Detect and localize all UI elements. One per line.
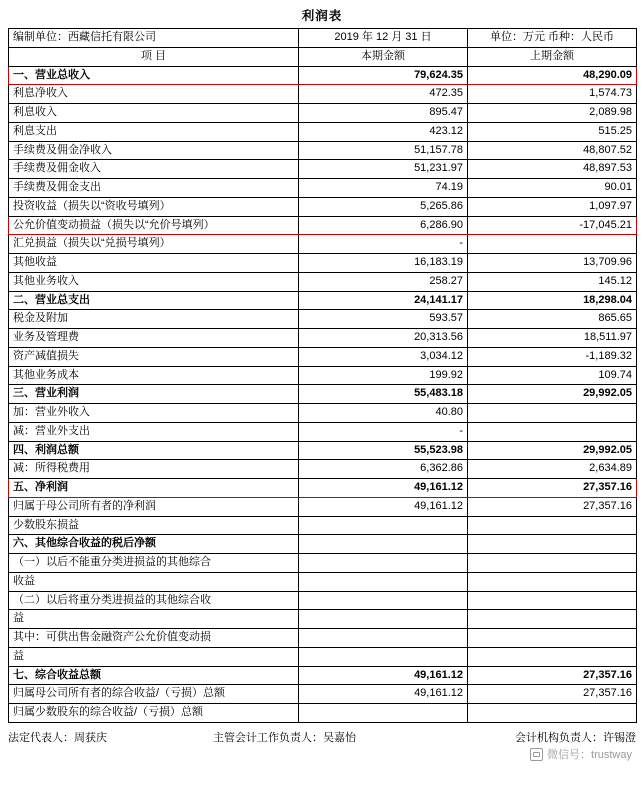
row-previous-amount: 2,089.98 (468, 104, 637, 123)
row-previous-amount: 29,992.05 (468, 441, 637, 460)
row-item-label: 投资收益（损失以“资收号填列） (9, 197, 299, 216)
table-row (9, 329, 637, 348)
company-label: 编制单位：西藏信托有限公司 (9, 29, 299, 48)
row-current-amount: 49,161.12 (299, 685, 468, 704)
row-previous-amount: 27,357.16 (468, 685, 637, 704)
table-row (9, 216, 637, 235)
row-current-amount (299, 704, 468, 723)
row-current-amount: 40.80 (299, 404, 468, 423)
row-item-label: 四、利润总额 (9, 441, 299, 460)
row-current-amount: - (299, 235, 468, 254)
row-previous-amount: 27,357.16 (468, 479, 637, 498)
table-row (9, 272, 637, 291)
row-current-amount: 55,483.18 (299, 385, 468, 404)
row-item-label: 归属母公司所有者的综合收益/（亏损）总额 (9, 685, 299, 704)
row-current-amount: 49,161.12 (299, 479, 468, 498)
row-current-amount: 472.35 (299, 85, 468, 104)
row-current-amount: 5,265.86 (299, 197, 468, 216)
table-row (9, 122, 637, 141)
accounting-head: 主管会计工作负责人：吴嘉怡 (213, 731, 356, 744)
table-row (9, 629, 637, 648)
page-title: 利润表 (301, 9, 343, 23)
row-previous-amount (468, 404, 637, 423)
row-previous-amount (468, 235, 637, 254)
row-previous-amount: 1,097.97 (468, 197, 637, 216)
table-row (9, 197, 637, 216)
income-statement-table (8, 28, 637, 723)
row-item-label: 其他收益 (9, 254, 299, 273)
row-previous-amount: 48,290.09 (468, 66, 637, 85)
row-item-label: 税金及附加 (9, 310, 299, 329)
column-header-previous: 上期金额 (468, 47, 637, 66)
row-previous-amount: 13,709.96 (468, 254, 637, 273)
row-item-label: 加：营业外收入 (9, 404, 299, 423)
row-item-label: 其他业务成本 (9, 366, 299, 385)
table-row (9, 310, 637, 329)
row-item-label: 手续费及佣金净收入 (9, 141, 299, 160)
row-previous-amount (468, 516, 637, 535)
row-item-label: 减：营业外支出 (9, 422, 299, 441)
row-current-amount (299, 535, 468, 554)
table-row (9, 554, 637, 573)
table-row (9, 516, 637, 535)
row-previous-amount (468, 535, 637, 554)
row-current-amount: - (299, 422, 468, 441)
row-item-label: 益 (9, 647, 299, 666)
table-row (9, 704, 637, 723)
table-row (9, 479, 637, 498)
table-row (9, 385, 637, 404)
row-item-label: 其他业务收入 (9, 272, 299, 291)
row-item-label: 归属于母公司所有者的净利润 (9, 497, 299, 516)
row-previous-amount: 27,357.16 (468, 666, 637, 685)
table-row (9, 347, 637, 366)
row-previous-amount (468, 704, 637, 723)
row-item-label: 汇兑损益（损失以“兑损号填列） (9, 235, 299, 254)
table-row (9, 460, 637, 479)
row-item-label: 六、其他综合收益的税后净额 (9, 535, 299, 554)
row-previous-amount: 18,511.97 (468, 329, 637, 348)
row-previous-amount: 18,298.04 (468, 291, 637, 310)
row-current-amount (299, 516, 468, 535)
row-current-amount (299, 629, 468, 648)
row-current-amount: 6,362.86 (299, 460, 468, 479)
row-current-amount: 49,161.12 (299, 666, 468, 685)
row-previous-amount: 515.25 (468, 122, 637, 141)
row-item-label: 五、净利润 (9, 479, 299, 498)
row-current-amount (299, 572, 468, 591)
watermark (530, 746, 632, 762)
row-previous-amount: -17,045.21 (468, 216, 637, 235)
row-current-amount: 79,624.35 (299, 66, 468, 85)
row-previous-amount (468, 591, 637, 610)
row-current-amount: 20,313.56 (299, 329, 468, 348)
row-previous-amount: 27,357.16 (468, 497, 637, 516)
table-header-row (9, 47, 637, 66)
row-item-label: 七、综合收益总额 (9, 666, 299, 685)
table-row (9, 104, 637, 123)
unit-label: 单位：万元 币种：人民币 (468, 29, 637, 48)
row-previous-amount: 48,897.53 (468, 160, 637, 179)
period-label: 2019 年 12 月 31 日 (299, 29, 468, 48)
row-previous-amount (468, 572, 637, 591)
row-previous-amount: 145.12 (468, 272, 637, 291)
row-item-label: 减：所得税费用 (9, 460, 299, 479)
accounting-org-head: 会计机构负责人：许锡澄 (515, 731, 636, 744)
row-item-label: 手续费及佣金收入 (9, 160, 299, 179)
row-previous-amount: 865.65 (468, 310, 637, 329)
row-current-amount (299, 610, 468, 629)
signature-footer (8, 729, 636, 745)
row-item-label: 业务及管理费 (9, 329, 299, 348)
table-row (9, 179, 637, 198)
table-row (9, 497, 637, 516)
table-row (9, 647, 637, 666)
row-current-amount: 74.19 (299, 179, 468, 198)
table-row (9, 160, 637, 179)
row-previous-amount (468, 647, 637, 666)
row-item-label: （一）以后不能重分类进损益的其他综合 (9, 554, 299, 573)
row-item-label: 二、营业总支出 (9, 291, 299, 310)
table-row (9, 535, 637, 554)
table-row (9, 366, 637, 385)
column-header-current: 本期金额 (299, 47, 468, 66)
column-header-item: 项 目 (9, 47, 299, 66)
row-current-amount (299, 591, 468, 610)
row-item-label: 手续费及佣金支出 (9, 179, 299, 198)
row-item-label: 利息收入 (9, 104, 299, 123)
row-previous-amount: 29,992.05 (468, 385, 637, 404)
row-previous-amount: -1,189.32 (468, 347, 637, 366)
table-row (9, 610, 637, 629)
wechat-icon (530, 748, 543, 761)
row-current-amount: 199.92 (299, 366, 468, 385)
row-previous-amount: 90.01 (468, 179, 637, 198)
row-current-amount (299, 647, 468, 666)
table-row (9, 85, 637, 104)
row-current-amount: 895.47 (299, 104, 468, 123)
table-row (9, 235, 637, 254)
legal-representative: 法定代表人：周获庆 (8, 731, 107, 744)
row-current-amount: 423.12 (299, 122, 468, 141)
table-row (9, 572, 637, 591)
row-current-amount: 16,183.19 (299, 254, 468, 273)
row-current-amount: 51,231.97 (299, 160, 468, 179)
row-current-amount: 3,034.12 (299, 347, 468, 366)
table-row (9, 685, 637, 704)
table-row (9, 141, 637, 160)
row-item-label: 收益 (9, 572, 299, 591)
row-current-amount: 24,141.17 (299, 291, 468, 310)
table-body (9, 29, 637, 723)
row-previous-amount: 1,574.73 (468, 85, 637, 104)
row-current-amount: 49,161.12 (299, 497, 468, 516)
table-row (9, 441, 637, 460)
row-item-label: 其中：可供出售金融资产公允价值变动损 (9, 629, 299, 648)
row-previous-amount: 109.74 (468, 366, 637, 385)
row-previous-amount (468, 610, 637, 629)
row-current-amount: 258.27 (299, 272, 468, 291)
row-item-label: 三、营业利润 (9, 385, 299, 404)
table-row (9, 66, 637, 85)
row-item-label: 益 (9, 610, 299, 629)
watermark-text: 微信号：trustway (547, 749, 632, 761)
table-row (9, 291, 637, 310)
row-item-label: 利息净收入 (9, 85, 299, 104)
row-previous-amount (468, 422, 637, 441)
row-item-label: 利息支出 (9, 122, 299, 141)
table-row (9, 591, 637, 610)
row-item-label: 归属少数股东的综合收益/（亏损）总额 (9, 704, 299, 723)
row-current-amount: 51,157.78 (299, 141, 468, 160)
row-item-label: 资产减值损失 (9, 347, 299, 366)
table-row (9, 666, 637, 685)
table-row (9, 422, 637, 441)
row-current-amount: 55,523.98 (299, 441, 468, 460)
row-previous-amount (468, 629, 637, 648)
row-item-label: 公允价值变动损益（损失以“允价号填列） (9, 216, 299, 235)
row-item-label: 一、营业总收入 (9, 66, 299, 85)
row-item-label: （二）以后将重分类进损益的其他综合收 (9, 591, 299, 610)
row-current-amount: 593.57 (299, 310, 468, 329)
row-previous-amount: 48,807.52 (468, 141, 637, 160)
row-previous-amount: 2,634.89 (468, 460, 637, 479)
table-row (9, 404, 637, 423)
row-previous-amount (468, 554, 637, 573)
table-row (9, 254, 637, 273)
row-current-amount: 6,286.90 (299, 216, 468, 235)
table-meta-row (9, 29, 637, 48)
row-item-label: 少数股东损益 (9, 516, 299, 535)
row-current-amount (299, 554, 468, 573)
